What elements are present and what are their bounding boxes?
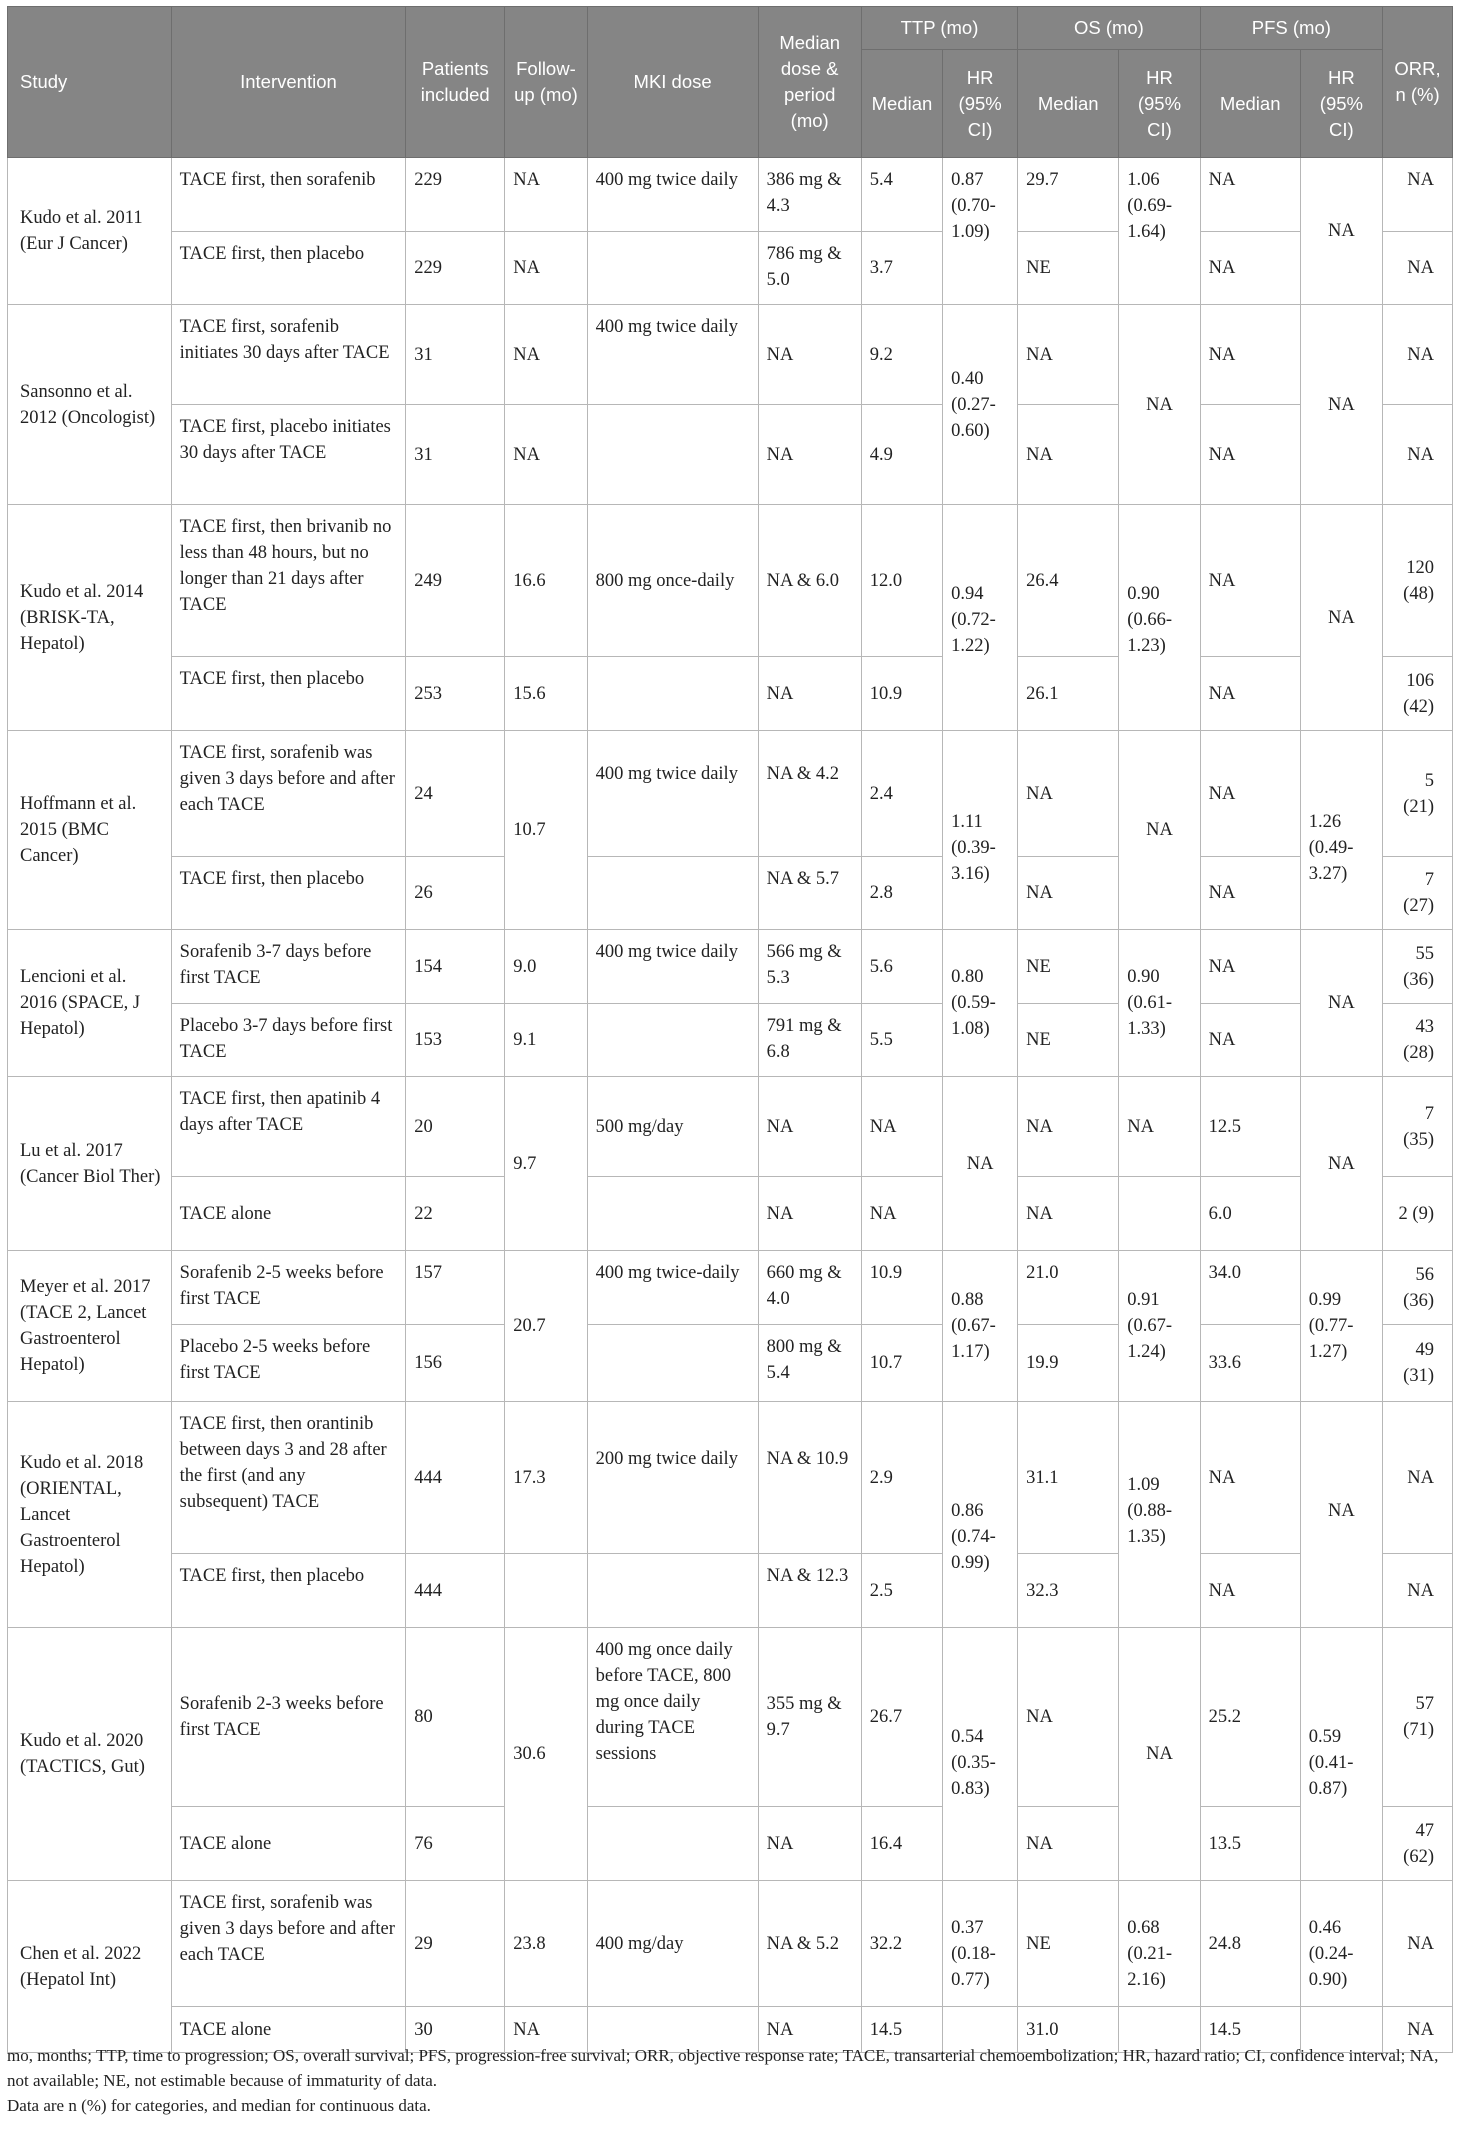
orr-cell: 56 (36) [1383, 1251, 1453, 1325]
pfs-hr-cell: NA [1300, 505, 1382, 731]
table-row [8, 1077, 1453, 1177]
intervention-cell: TACE first, then placebo [171, 232, 406, 305]
orr-cell: NA [1383, 1402, 1453, 1554]
ttp-hr-cell: 0.88 (0.67-1.17) [943, 1251, 1018, 1402]
orr-cell: NA [1383, 305, 1453, 405]
median-dose-cell: NA & 5.7 [758, 857, 861, 930]
followup-cell: NA [505, 158, 587, 232]
median-dose-cell: NA & 10.9 [758, 1402, 861, 1554]
mki-dose-cell: 400 mg/day [587, 1881, 758, 2007]
intervention-cell: TACE alone [171, 1807, 406, 1881]
table-row [8, 305, 1453, 405]
followup-cell: NA [505, 405, 587, 505]
ttp-median-cell: 2.4 [861, 731, 942, 857]
followup-cell: 30.6 [505, 1628, 587, 1881]
ttp-median-cell: 9.2 [861, 305, 942, 405]
os-median-cell: NA [1018, 1077, 1119, 1177]
ttp-median-cell: 2.5 [861, 1554, 942, 1628]
intervention-cell: TACE first, sorafenib was given 3 days before and after each TACE [171, 1881, 406, 2007]
os-median-cell: NA [1018, 857, 1119, 930]
orr-cell: 43 (28) [1383, 1004, 1453, 1077]
intervention-cell: TACE first, then brivanib no less than 48 hours, but no longer than 21 days after TACE [171, 505, 406, 657]
pfs-median-cell: 14.5 [1200, 2007, 1300, 2053]
ttp-median-cell: 12.0 [861, 505, 942, 657]
os-hr-cell: 1.06 (0.69-1.64) [1119, 158, 1200, 305]
followup-cell: 9.7 [505, 1077, 587, 1251]
mki-dose-cell [587, 232, 758, 305]
ttp-median-cell: 4.9 [861, 405, 942, 505]
table-row [8, 405, 1453, 505]
patients-cell: 24 [406, 731, 505, 857]
pfs-hr-cell: NA [1300, 1402, 1382, 1628]
pfs-hr-cell: NA [1300, 305, 1382, 505]
table-row [8, 505, 1453, 657]
patients-cell: 30 [406, 2007, 505, 2053]
patients-cell: 31 [406, 305, 505, 405]
mki-dose-cell [587, 857, 758, 930]
study-cell: Sansonno et al. 2012 (Oncologist) [8, 305, 172, 505]
ttp-hr-cell: 0.37 (0.18-0.77) [943, 1881, 1018, 2007]
pfs-hr-cell: NA [1300, 930, 1382, 1077]
ttp-median-cell: NA [861, 1177, 942, 1251]
mki-dose-cell: 400 mg once daily before TACE, 800 mg once daily during TACE sessions [587, 1628, 758, 1807]
followup-cell: NA [505, 2007, 587, 2053]
intervention-cell: Sorafenib 3-7 days before first TACE [171, 930, 406, 1004]
orr-cell: NA [1383, 232, 1453, 305]
footnote-data-note: Data are n (%) for categories, and median for continuous data. [7, 2096, 431, 2115]
os-median-cell: NA [1018, 1177, 1119, 1251]
ttp-median-cell: 2.9 [861, 1402, 942, 1554]
pfs-hr-cell: NA [1300, 158, 1382, 305]
median-dose-cell: NA & 4.2 [758, 731, 861, 857]
pfs-median-cell: NA [1200, 1004, 1300, 1077]
pfs-median-cell: NA [1200, 505, 1300, 657]
pfs-hr-cell: 0.99 (0.77-1.27) [1300, 1251, 1382, 1402]
os-hr-cell: NA [1119, 1077, 1200, 1177]
orr-cell: 2 (9) [1383, 1177, 1453, 1251]
ttp-median-cell: 16.4 [861, 1807, 942, 1881]
mki-dose-cell: 400 mg twice daily [587, 731, 758, 857]
median-dose-cell: NA [758, 1077, 861, 1177]
pfs-median-cell: 12.5 [1200, 1077, 1300, 1177]
median-dose-cell: NA & 5.2 [758, 1881, 861, 2007]
mki-dose-cell [587, 1807, 758, 1881]
pfs-median-cell: 24.8 [1200, 1881, 1300, 2007]
patients-cell: 153 [406, 1004, 505, 1077]
patients-cell: 154 [406, 930, 505, 1004]
ttp-median-cell: 5.4 [861, 158, 942, 232]
mki-dose-cell [587, 405, 758, 505]
pfs-median-cell: NA [1200, 1554, 1300, 1628]
followup-cell: NA [505, 305, 587, 405]
pfs-hr-cell: 0.59 (0.41-0.87) [1300, 1628, 1382, 1881]
intervention-cell: TACE alone [171, 1177, 406, 1251]
os-median-cell: 26.1 [1018, 657, 1119, 731]
pfs-median-cell: NA [1200, 232, 1300, 305]
os-median-cell: 32.3 [1018, 1554, 1119, 1628]
os-hr-cell: NA [1119, 305, 1200, 505]
orr-cell: NA [1383, 158, 1453, 232]
header-pfs-median: Median [1200, 50, 1300, 158]
median-dose-cell: 791 mg & 6.8 [758, 1004, 861, 1077]
median-dose-cell: NA [758, 1177, 861, 1251]
os-hr-cell: 0.90 (0.61-1.33) [1119, 930, 1200, 1077]
table-container [7, 6, 1453, 2053]
os-median-cell: 19.9 [1018, 1325, 1119, 1402]
table-row [8, 1881, 1453, 2007]
table-row [8, 657, 1453, 731]
study-cell: Lencioni et al. 2016 (SPACE, J Hepatol) [8, 930, 172, 1077]
mki-dose-cell: 800 mg once-daily [587, 505, 758, 657]
median-dose-cell: 786 mg & 5.0 [758, 232, 861, 305]
os-hr-cell: 0.91 (0.67-1.24) [1119, 1251, 1200, 1402]
ttp-median-cell: 5.6 [861, 930, 942, 1004]
followup-cell: 17.3 [505, 1402, 587, 1554]
intervention-cell: Sorafenib 2-3 weeks before first TACE [171, 1628, 406, 1807]
header-os-hr: HR (95% CI) [1119, 50, 1200, 158]
ttp-median-cell: 10.7 [861, 1325, 942, 1402]
ttp-hr-cell: 0.40 (0.27-0.60) [943, 305, 1018, 505]
orr-cell: 47 (62) [1383, 1807, 1453, 1881]
patients-cell: 229 [406, 232, 505, 305]
ttp-median-cell: 2.8 [861, 857, 942, 930]
ttp-hr-cell: 1.11 (0.39-3.16) [943, 731, 1018, 930]
median-dose-cell: 800 mg & 5.4 [758, 1325, 861, 1402]
orr-cell: 7 (35) [1383, 1077, 1453, 1177]
header-pfs: PFS (mo) [1200, 7, 1382, 50]
study-cell: Kudo et al. 2020 (TACTICS, Gut) [8, 1628, 172, 1881]
os-hr-cell [1119, 1177, 1200, 1251]
results-table [7, 6, 1453, 2053]
ttp-median-cell: 26.7 [861, 1628, 942, 1807]
table-row [8, 1004, 1453, 1077]
median-dose-cell: NA [758, 405, 861, 505]
ttp-hr-cell: NA [943, 1077, 1018, 1251]
table-row [8, 1251, 1453, 1325]
os-median-cell: NA [1018, 405, 1119, 505]
mki-dose-cell: 400 mg twice daily [587, 930, 758, 1004]
os-median-cell: NE [1018, 1004, 1119, 1077]
pfs-median-cell: NA [1200, 731, 1300, 857]
table-row [8, 1807, 1453, 1881]
pfs-median-cell: 6.0 [1200, 1177, 1300, 1251]
ttp-hr-cell: 0.94 (0.72-1.22) [943, 505, 1018, 731]
header-ttp: TTP (mo) [861, 7, 1017, 50]
patients-cell: 31 [406, 405, 505, 505]
intervention-cell: TACE first, placebo initiates 30 days after TACE [171, 405, 406, 505]
orr-cell: NA [1383, 2007, 1453, 2053]
header-followup: Follow-up (mo) [505, 7, 587, 158]
os-hr-cell: 0.68 (0.21-2.16) [1119, 1881, 1200, 2007]
mki-dose-cell: 400 mg twice-daily [587, 1251, 758, 1325]
os-median-cell: NA [1018, 1807, 1119, 1881]
patients-cell: 76 [406, 1807, 505, 1881]
intervention-cell: Placebo 3-7 days before first TACE [171, 1004, 406, 1077]
header-ttp-median: Median [861, 50, 942, 158]
median-dose-cell: 355 mg & 9.7 [758, 1628, 861, 1807]
median-dose-cell: NA & 12.3 [758, 1554, 861, 1628]
intervention-cell: TACE first, then sorafenib [171, 158, 406, 232]
os-hr-cell: 0.90 (0.66-1.23) [1119, 505, 1200, 731]
ttp-median-cell: 32.2 [861, 1881, 942, 2007]
intervention-cell: TACE first, then orantinib between days 3 and 28 after the first (and any subsequent) TACE [171, 1402, 406, 1554]
os-median-cell: NA [1018, 305, 1119, 405]
followup-cell: 15.6 [505, 657, 587, 731]
ttp-median-cell: 14.5 [861, 2007, 942, 2053]
orr-cell: 106 (42) [1383, 657, 1453, 731]
os-hr-cell: 1.09 (0.88-1.35) [1119, 1402, 1200, 1628]
header-os-median: Median [1018, 50, 1119, 158]
orr-cell: NA [1383, 1881, 1453, 2007]
os-median-cell: 31.0 [1018, 2007, 1119, 2053]
os-median-cell: NE [1018, 1881, 1119, 2007]
study-cell: Hoffmann et al. 2015 (BMC Cancer) [8, 731, 172, 930]
pfs-median-cell: 25.2 [1200, 1628, 1300, 1807]
orr-cell: 57 (71) [1383, 1628, 1453, 1807]
median-dose-cell: 386 mg & 4.3 [758, 158, 861, 232]
median-dose-cell: NA [758, 1807, 861, 1881]
followup-cell [505, 1554, 587, 1628]
table-row [8, 1325, 1453, 1402]
study-cell: Kudo et al. 2014 (BRISK-TA, Hepatol) [8, 505, 172, 731]
patients-cell: 249 [406, 505, 505, 657]
median-dose-cell: NA [758, 2007, 861, 2053]
os-hr-cell: NA [1119, 1628, 1200, 1881]
header-intervention: Intervention [171, 7, 406, 158]
mki-dose-cell [587, 1004, 758, 1077]
mki-dose-cell: 400 mg twice daily [587, 305, 758, 405]
pfs-median-cell: 34.0 [1200, 1251, 1300, 1325]
intervention-cell: TACE first, then apatinib 4 days after TACE [171, 1077, 406, 1177]
ttp-median-cell: 5.5 [861, 1004, 942, 1077]
header-median-dose: Median dose & period (mo) [758, 7, 861, 158]
pfs-median-cell: 13.5 [1200, 1807, 1300, 1881]
patients-cell: 253 [406, 657, 505, 731]
table-row [8, 1402, 1453, 1554]
median-dose-cell: NA [758, 657, 861, 731]
orr-cell: NA [1383, 1554, 1453, 1628]
mki-dose-cell [587, 657, 758, 731]
pfs-median-cell: NA [1200, 305, 1300, 405]
mki-dose-cell: 500 mg/day [587, 1077, 758, 1177]
mki-dose-cell [587, 1325, 758, 1402]
intervention-cell: TACE alone [171, 2007, 406, 2053]
followup-cell: 9.0 [505, 930, 587, 1004]
patients-cell: 444 [406, 1402, 505, 1554]
orr-cell: 5 (21) [1383, 731, 1453, 857]
orr-cell: 55 (36) [1383, 930, 1453, 1004]
intervention-cell: TACE first, sorafenib initiates 30 days after TACE [171, 305, 406, 405]
header-study: Study [8, 7, 172, 158]
study-cell: Kudo et al. 2011 (Eur J Cancer) [8, 158, 172, 305]
ttp-hr-cell: 0.54 (0.35-0.83) [943, 1628, 1018, 1881]
intervention-cell: TACE first, then placebo [171, 1554, 406, 1628]
followup-cell: 9.1 [505, 1004, 587, 1077]
pfs-median-cell: 33.6 [1200, 1325, 1300, 1402]
followup-cell: 16.6 [505, 505, 587, 657]
table-row [8, 1628, 1453, 1807]
os-median-cell: NE [1018, 232, 1119, 305]
intervention-cell: Placebo 2-5 weeks before first TACE [171, 1325, 406, 1402]
patients-cell: 156 [406, 1325, 505, 1402]
followup-cell: 20.7 [505, 1251, 587, 1402]
patients-cell: 157 [406, 1251, 505, 1325]
patients-cell: 22 [406, 1177, 505, 1251]
header-pfs-hr: HR (95% CI) [1300, 50, 1382, 158]
patients-cell: 80 [406, 1628, 505, 1807]
pfs-median-cell: NA [1200, 657, 1300, 731]
os-median-cell: NA [1018, 731, 1119, 857]
intervention-cell: TACE first, then placebo [171, 657, 406, 731]
table-row [8, 232, 1453, 305]
orr-cell: 120 (48) [1383, 505, 1453, 657]
header-mki-dose: MKI dose [587, 7, 758, 158]
median-dose-cell: NA & 6.0 [758, 505, 861, 657]
orr-cell: NA [1383, 405, 1453, 505]
followup-cell: 23.8 [505, 1881, 587, 2007]
orr-cell: 7 (27) [1383, 857, 1453, 930]
mki-dose-cell: 200 mg twice daily [587, 1402, 758, 1554]
header-orr: ORR, n (%) [1383, 7, 1453, 158]
pfs-hr-cell: 0.46 (0.24-0.90) [1300, 1881, 1382, 2007]
ttp-median-cell: NA [861, 1077, 942, 1177]
mki-dose-cell: 400 mg twice daily [587, 158, 758, 232]
orr-cell: 49 (31) [1383, 1325, 1453, 1402]
os-hr-cell: NA [1119, 731, 1200, 930]
followup-cell: NA [505, 232, 587, 305]
pfs-median-cell: NA [1200, 405, 1300, 505]
header-os: OS (mo) [1018, 7, 1200, 50]
patients-cell: 229 [406, 158, 505, 232]
ttp-hr-cell: 0.86 (0.74-0.99) [943, 1402, 1018, 1628]
ttp-median-cell: 10.9 [861, 657, 942, 731]
ttp-median-cell: 10.9 [861, 1251, 942, 1325]
patients-cell: 26 [406, 857, 505, 930]
table-row [8, 1554, 1453, 1628]
intervention-cell: Sorafenib 2-5 weeks before first TACE [171, 1251, 406, 1325]
mki-dose-cell [587, 1554, 758, 1628]
pfs-median-cell: NA [1200, 930, 1300, 1004]
os-median-cell: 31.1 [1018, 1402, 1119, 1554]
pfs-median-cell: NA [1200, 857, 1300, 930]
os-median-cell: NE [1018, 930, 1119, 1004]
footnote-abbreviations: mo, months; TTP, time to progression; OS, overall survival; PFS, progression-free survival; ORR, objective response rate; TACE, transarterial chemoembolization; HR, hazard ratio; CI, confidence interval; NA, not available; NE, not estimable because of immaturity of data. [7, 2046, 1439, 2090]
mki-dose-cell [587, 1177, 758, 1251]
median-dose-cell: 566 mg & 5.3 [758, 930, 861, 1004]
table-footnotes [7, 2043, 1453, 2118]
study-cell: Lu et al. 2017 (Cancer Biol Ther) [8, 1077, 172, 1251]
intervention-cell: TACE first, then placebo [171, 857, 406, 930]
patients-cell: 444 [406, 1554, 505, 1628]
header-patients: Patients included [406, 7, 505, 158]
os-median-cell: NA [1018, 1628, 1119, 1807]
patients-cell: 29 [406, 1881, 505, 2007]
table-row [8, 857, 1453, 930]
study-cell: Kudo et al. 2018 (ORIENTAL, Lancet Gastroenterol Hepatol) [8, 1402, 172, 1628]
pfs-median-cell: NA [1200, 158, 1300, 232]
header-ttp-hr: HR (95% CI) [943, 50, 1018, 158]
ttp-hr-cell: 0.87 (0.70-1.09) [943, 158, 1018, 305]
median-dose-cell: NA [758, 305, 861, 405]
pfs-hr-cell: 1.26 (0.49-3.27) [1300, 731, 1382, 930]
pfs-hr-cell: NA [1300, 1077, 1382, 1251]
os-median-cell: 29.7 [1018, 158, 1119, 232]
followup-cell: 10.7 [505, 731, 587, 930]
table-row [8, 930, 1453, 1004]
study-cell: Meyer et al. 2017 (TACE 2, Lancet Gastroenterol Hepatol) [8, 1251, 172, 1402]
ttp-median-cell: 3.7 [861, 232, 942, 305]
study-cell: Chen et al. 2022 (Hepatol Int) [8, 1881, 172, 2053]
pfs-median-cell: NA [1200, 1402, 1300, 1554]
os-median-cell: 21.0 [1018, 1251, 1119, 1325]
table-row [8, 1177, 1453, 1251]
intervention-cell: TACE first, sorafenib was given 3 days before and after each TACE [171, 731, 406, 857]
median-dose-cell: 660 mg & 4.0 [758, 1251, 861, 1325]
os-median-cell: 26.4 [1018, 505, 1119, 657]
table-row [8, 731, 1453, 857]
ttp-hr-cell: 0.80 (0.59-1.08) [943, 930, 1018, 1077]
table-row [8, 158, 1453, 232]
patients-cell: 20 [406, 1077, 505, 1177]
